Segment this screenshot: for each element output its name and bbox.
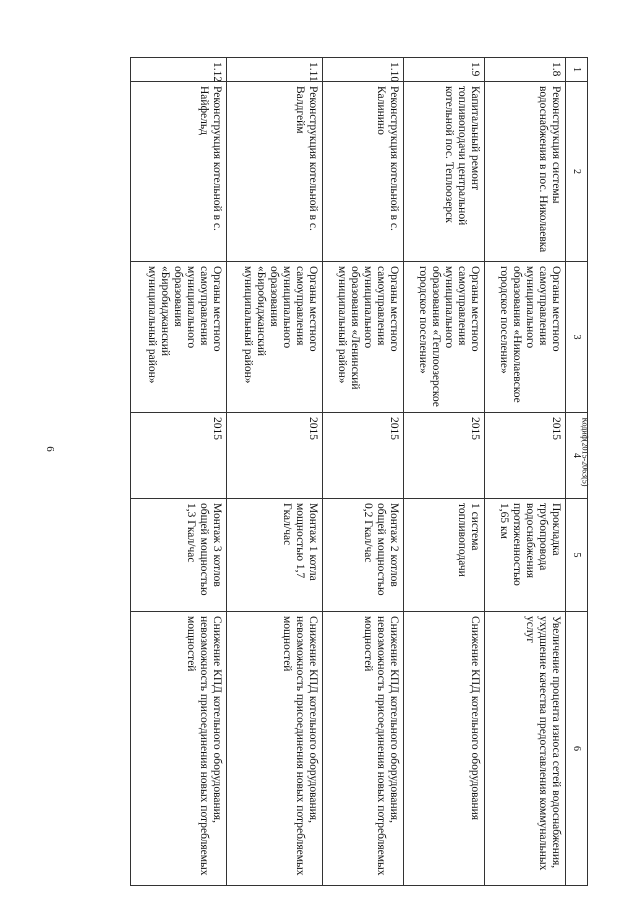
executor: Органы местного самоуправления муниципального образования «Теплоозерское городское поселение» <box>403 262 484 413</box>
indicator: Монтаж 2 котлов общей мощностью 0,2 Гкал/час <box>322 499 403 612</box>
row-number: 1.11 <box>226 58 322 82</box>
executor: Органы местного самоуправления муниципального образования «Биробиджанский муниципальный район» <box>226 262 322 413</box>
consequence: Снижение КПД котельного оборудования <box>403 612 484 886</box>
indicator: Монтаж 1 котла мощностью 1,7 Гкал/час <box>226 499 322 612</box>
year: 2015 <box>403 413 484 499</box>
table-header-row <box>566 58 588 886</box>
row-number: 1.9 <box>403 58 484 82</box>
program-table <box>130 57 588 886</box>
consequence: Снижение КПД котельного оборудования, невозможность присоединения новых потребляемых мощностей <box>226 612 322 886</box>
table-row <box>322 58 403 886</box>
measure-name: Реконструкция котельной в с. Валдгейм <box>226 82 322 262</box>
table-row <box>484 58 565 886</box>
year: 2015 <box>484 413 565 499</box>
header-col-6: 6 <box>566 612 588 886</box>
row-number: 1.10 <box>322 58 403 82</box>
table-row <box>131 58 227 886</box>
row-number: 1.12 <box>131 58 227 82</box>
indicator: Прокладка трубопровода водоснабжения протяженностью 1,65 км <box>484 499 565 612</box>
table-row <box>226 58 322 886</box>
measure-name: Реконструкция котельной в с. Калинино <box>322 82 403 262</box>
rotated-table-container <box>130 57 588 885</box>
year: 2015 <box>131 413 227 499</box>
measure-name: Реконструкция системы водоснабжения в пос. Николаевка <box>484 82 565 262</box>
year: 2015 <box>226 413 322 499</box>
executor: Органы местного самоуправления муниципального образования «Биробиджанский муниципальный район» <box>131 262 227 413</box>
indicator: 1 система топливоподачи <box>403 499 484 612</box>
header-col-4: 4 <box>566 413 588 499</box>
header-col-3: 3 <box>566 262 588 413</box>
executor: Органы местного самоуправления муниципального образования «Ленинский муниципальный район» <box>322 262 403 413</box>
table-row <box>403 58 484 886</box>
header-col-2: 2 <box>566 82 588 262</box>
indicator: Монтаж 3 котлов общей мощностью 1,3 Гкал/час <box>131 499 227 612</box>
footer-code: Кодиф(2015-2063(5) <box>580 417 590 487</box>
consequence: Снижение КПД котельного оборудования, невозможность присоединения новых потребляемых мощностей <box>322 612 403 886</box>
executor: Органы местного самоуправления муниципального образования «Николаевское городское поселение» <box>484 262 565 413</box>
page-number: 6 <box>44 446 56 452</box>
consequence: Увеличение процента износа сетей водоснабжения, ухудшение качества предоставления коммунальных услуг <box>484 612 565 886</box>
header-col-1: 1 <box>566 58 588 82</box>
measure-name: Реконструкция котельной в с. Найфельд <box>131 82 227 262</box>
consequence: Снижение КПД котельного оборудования, невозможность присоединения новых потребляемых мощностей <box>131 612 227 886</box>
measure-name: Капитальный ремонт топливоподачи центральной котельной пос. Теплоозерск <box>403 82 484 262</box>
row-number: 1.8 <box>484 58 565 82</box>
year: 2015 <box>322 413 403 499</box>
header-col-5: 5 <box>566 499 588 612</box>
